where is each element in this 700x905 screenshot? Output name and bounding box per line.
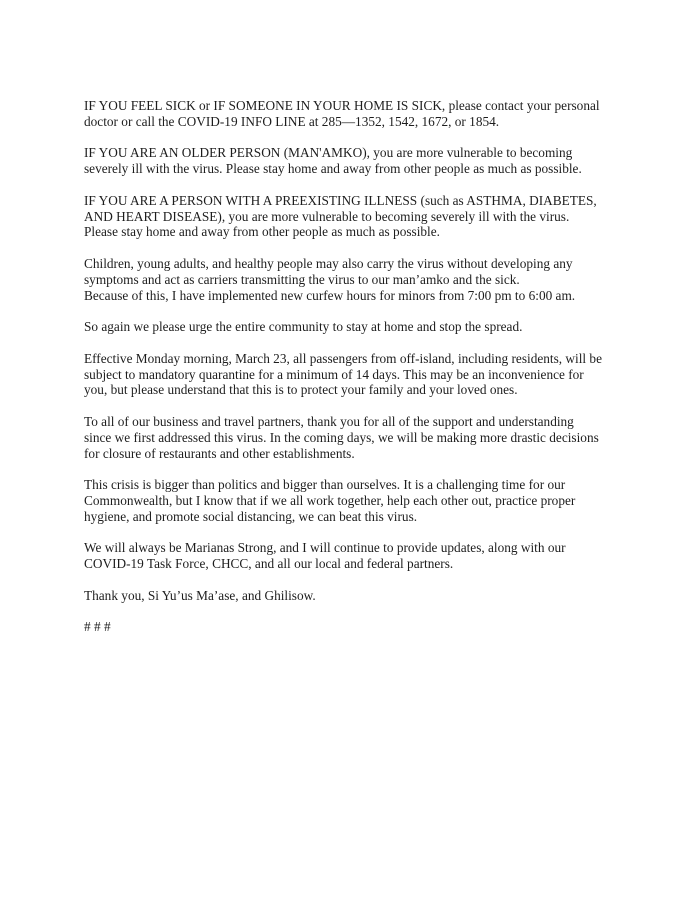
text-line: symptoms and act as carriers transmitting the virus to our man’amko and the sick. bbox=[84, 271, 520, 287]
text-line: for closure of restaurants and other establishments. bbox=[84, 445, 355, 461]
text-line: IF YOU ARE AN OLDER PERSON (MAN'AMKO), you are more vulnerable to becoming bbox=[84, 145, 573, 161]
text-line: IF YOU ARE A PERSON WITH A PREEXISTING ILLNESS (such as ASTHMA, DIABETES, bbox=[84, 192, 597, 208]
paragraph bbox=[84, 540, 664, 572]
document-body bbox=[84, 98, 664, 651]
text-line: This crisis is bigger than politics and bigger than ourselves. It is a challenging time for our bbox=[84, 477, 566, 493]
text-line: hygiene, and promote social distancing, we can beat this virus. bbox=[84, 508, 418, 524]
paragraph bbox=[84, 351, 664, 398]
text-line: Effective Monday morning, March 23, all passengers from off-island, including residents, will be bbox=[84, 350, 602, 366]
text-line: So again we please urge the entire community to stay at home and stop the spread. bbox=[84, 319, 523, 335]
text-line: Children, young adults, and healthy people may also carry the virus without developing any bbox=[84, 255, 573, 271]
text-line: you, but please understand that this is to protect your family and your loved ones. bbox=[84, 382, 518, 398]
paragraph bbox=[84, 588, 664, 604]
paragraph bbox=[84, 256, 664, 303]
text-line: # # # bbox=[84, 619, 111, 635]
text-line: Thank you, Si Yu’us Ma’ase, and Ghilisow. bbox=[84, 587, 316, 603]
text-line: Please stay home and away from other people as much as possible. bbox=[84, 224, 440, 240]
paragraph bbox=[84, 98, 664, 130]
text-line: IF YOU FEEL SICK or IF SOMEONE IN YOUR HOME IS SICK, please contact your personal bbox=[84, 98, 600, 113]
paragraph bbox=[84, 477, 664, 524]
text-line: To all of our business and travel partners, thank you for all of the support and understanding bbox=[84, 413, 574, 429]
text-line: doctor or call the COVID-19 INFO LINE at 285—1352, 1542, 1672, or 1854. bbox=[84, 113, 500, 129]
paragraph bbox=[84, 319, 664, 335]
text-line: subject to mandatory quarantine for a minimum of 14 days. This may be an inconvenience for bbox=[84, 366, 584, 382]
text-line: We will always be Marianas Strong, and I will continue to provide updates, along with our bbox=[84, 540, 566, 556]
text-line: Because of this, I have implemented new curfew hours for minors from 7:00 pm to 6:00 am. bbox=[84, 287, 576, 303]
text-line: severely ill with the virus. Please stay home and away from other people as much as possible. bbox=[84, 161, 582, 177]
paragraph bbox=[84, 145, 664, 177]
text-line: COVID-19 Task Force, CHCC, and all our local and federal partners. bbox=[84, 556, 454, 572]
text-line: AND HEART DISEASE), you are more vulnerable to becoming severely ill with the virus. bbox=[84, 208, 570, 224]
paragraph bbox=[84, 619, 664, 635]
paragraph bbox=[84, 414, 664, 461]
paragraph bbox=[84, 193, 664, 240]
text-line: since we first addressed this virus. In the coming days, we will be making more drastic decisions bbox=[84, 429, 599, 445]
text-line: Commonwealth, but I know that if we all work together, help each other out, practice proper bbox=[84, 492, 576, 508]
